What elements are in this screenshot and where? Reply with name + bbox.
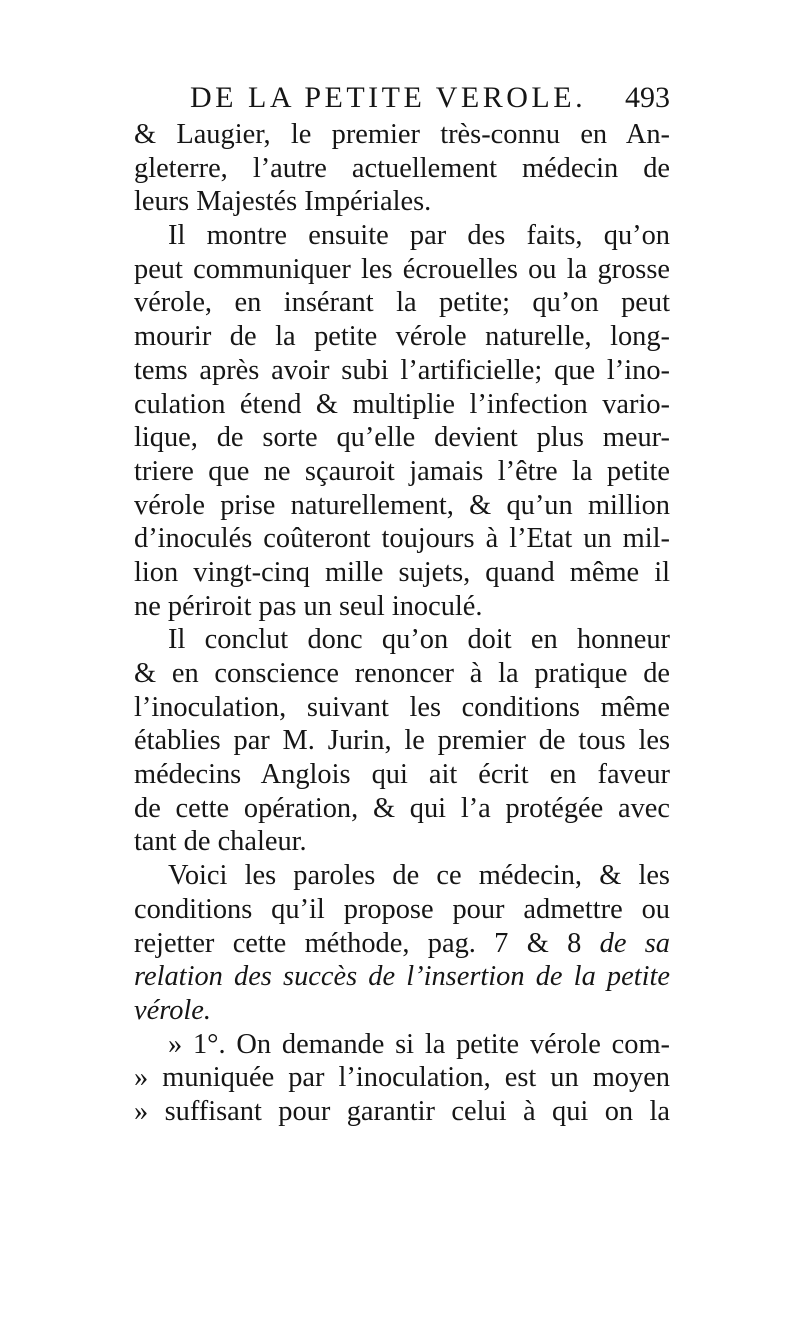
text-line — [134, 927, 670, 961]
text-line — [134, 893, 670, 927]
text-line-content: l’inoculation, suivant les conditions même — [134, 691, 670, 723]
text-line-content: » suffisant pour garantir celui à qui on la — [134, 1095, 670, 1127]
text-line — [134, 455, 670, 489]
text-line-content: vérole prise naturellement, & qu’un million — [134, 489, 670, 521]
text-line-content: lique, de sorte qu’elle devient plus meur- — [134, 422, 670, 454]
text-line-content: vérole. — [134, 994, 211, 1026]
text-line-content: leurs Majestés Impériales. — [134, 186, 432, 218]
text-line — [134, 994, 670, 1028]
text-line-content: & Laugier, le premier très-connu en An- — [134, 119, 670, 150]
text-line-content: culation étend & multiplie l’infection vario- — [134, 388, 670, 420]
book-page — [134, 78, 670, 1129]
text-line-content: triere que ne sçauroit jamais l’être la petite — [134, 455, 670, 487]
text-line-content: tems après avoir subi l’artificielle; que l’ino- — [134, 354, 670, 386]
text-line — [134, 388, 670, 422]
text-line — [134, 185, 670, 219]
text-line-content: lion vingt-cinq mille sujets, quand même il — [134, 556, 670, 588]
text-line — [134, 657, 670, 691]
text-line-content: relation des succès de l’insertion de la petite — [134, 961, 670, 993]
text-line — [134, 1028, 670, 1062]
running-head-title: DE LA PETITE VEROLE. — [190, 81, 587, 114]
text-line — [134, 960, 670, 994]
text-line-content: gleterre, l’autre actuellement médecin de — [134, 152, 670, 184]
text-line — [134, 1061, 670, 1095]
text-line — [134, 724, 670, 758]
text-line — [134, 118, 670, 152]
text-line — [134, 590, 670, 624]
text-line-content: rejetter cette méthode, pag. 7 & 8 — [134, 927, 582, 959]
body-text — [134, 118, 670, 1129]
text-line — [134, 859, 670, 893]
text-line — [134, 489, 670, 523]
text-line-italic: de sa — [599, 927, 670, 959]
text-line-content: de cette opération, & qui l’a protégée avec — [134, 792, 670, 824]
page-number: 493 — [625, 81, 670, 114]
text-line-content: » 1°. On demande si la petite vérole com- — [168, 1028, 670, 1060]
text-line — [134, 286, 670, 320]
text-line — [134, 556, 670, 590]
text-line-content: mourir de la petite vérole naturelle, long- — [134, 321, 670, 353]
text-line-content: médecins Anglois qui ait écrit en faveur — [134, 759, 670, 791]
text-line-content: ne périroit pas un seul inoculé. — [134, 590, 483, 622]
text-line-content: & en conscience renoncer à la pratique de — [134, 658, 670, 689]
text-line — [134, 421, 670, 455]
text-line — [134, 522, 670, 556]
text-line — [134, 691, 670, 725]
text-line-content: » muniquée par l’inoculation, est un moyen — [134, 1062, 670, 1094]
text-line — [134, 253, 670, 287]
text-line — [134, 354, 670, 388]
text-line-content: d’inoculés coûteront toujours à l’Etat un mil- — [134, 523, 670, 555]
text-line-content: tant de chaleur. — [134, 826, 307, 858]
text-line — [134, 825, 670, 859]
text-line — [134, 792, 670, 826]
text-line — [134, 623, 670, 657]
text-line — [134, 320, 670, 354]
text-line-content: Il montre ensuite par des faits, qu’on — [168, 220, 670, 252]
text-line-content: établies par M. Jurin, le premier de tous les — [134, 725, 670, 757]
text-line-content: vérole, en insérant la petite; qu’on peut — [134, 287, 670, 319]
text-line — [134, 758, 670, 792]
text-line-content: Il conclut donc qu’on doit en honneur — [168, 624, 670, 656]
text-line-content: peut communiquer les écrouelles ou la grosse — [134, 253, 670, 285]
text-line-content: Voici les paroles de ce médecin, & les — [168, 860, 670, 892]
running-head — [134, 78, 670, 118]
text-line — [134, 152, 670, 186]
text-line — [134, 219, 670, 253]
text-line — [134, 1095, 670, 1129]
text-line-content: conditions qu’il propose pour admettre ou — [134, 893, 670, 925]
